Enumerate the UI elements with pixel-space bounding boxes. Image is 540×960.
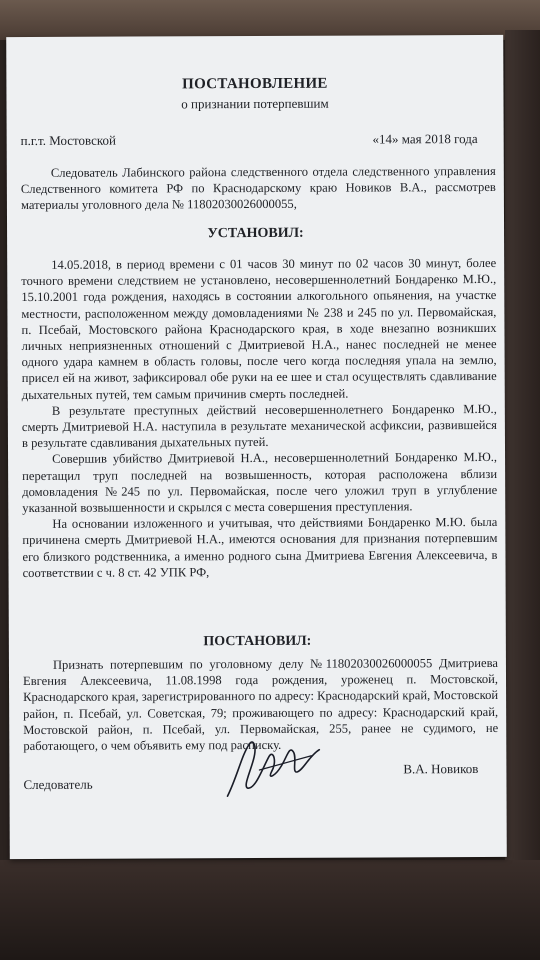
- established-section: [21, 255, 497, 581]
- document-date: «14» мая 2018 года: [372, 131, 478, 147]
- established-paragraph-2: В результате преступных действий несовершеннолетнего Бондаренко М.Ю., смерть Дмитриевой Н.А. наступила в результате механической асфиксии, развившейся в результате сдавливания дыхательных путей.: [21, 401, 497, 451]
- established-paragraph-4: На основании изложенного и учитывая, что действиями Бондаренко М.Ю. была причинена смерть Дмитриевой Н.А., имеются основания для признания потерпевшим его близкого родственника, а именно родного сына Дмитриева Евгения Алексеевича, в соответствии с ч. 8 ст. 42 УПК РФ,: [22, 515, 498, 580]
- signer-role: Следователь: [23, 776, 93, 793]
- document-place: п.г.т. Мостовской: [20, 132, 117, 149]
- document-title: ПОСТАНОВЛЕНИЕ: [182, 75, 328, 93]
- background-top: [0, 0, 540, 40]
- established-paragraph-1: 14.05.2018, в период времени с 01 часов 30 минут по 02 часов 30 минут, более точного времени следствием не установлено, несовершеннолетний Бондаренко М.Ю., 15.10.2001 года рождения, находясь в состоянии алкогольного опьянения, на участке местности, расположенном между домовладениями № 238 и 245 по ул. Первомайская, п. Псебай, Мостовского района Краснодарского края, в ходе внезапно возникших личных неприязненных отношений с Дмитриевой Н.А., нанес последней не менее одного удара камнем в область головы, после чего когда последняя упала на землю, присел ей на живот, зафиксировал обе руки на ее шее и стал осуществлять сдавливание дыхательных путей, тем самым причинив смерть последней.: [21, 255, 497, 402]
- document-page: [6, 35, 507, 859]
- intro-paragraph: [21, 163, 496, 214]
- heading-established: УСТАНОВИЛ:: [207, 225, 304, 242]
- background-bottom: [0, 860, 540, 960]
- established-paragraph-3: Совершив убийство Дмитриевой Н.А., несовершеннолетний Бондаренко М.Ю., перетащил труп последней на возвышенность, которая расположена вблизи домовладения №245 по ул. Первомайская, после чего уложил труп в углубление указанной возвышенности и скрылся с места совершения преступления.: [22, 450, 498, 516]
- handwritten-signature: [219, 726, 329, 806]
- background-right: [505, 30, 540, 870]
- resolution-text: Признать потерпевшим по уголовному делу №11802030026000055 Дмитриева Евгения Алексеевича, 11.08.1998 года рождения, уроженец п. Мостовской, Краснодарского края, зарегистрированного по адресу: Краснодарский край, Мостовской район, п. Псебай, ул. Советская, 79; проживающего по адресу: Краснодарский край, Мостовской район, п. Псебай, ул. Первомайская, 255, ранее не судимого, не работающего, о чем объявить ему под расписку.: [22, 655, 499, 754]
- heading-resolved: ПОСТАНОВИЛ:: [203, 633, 312, 650]
- document-subtitle: о признании потерпевшим: [181, 95, 329, 112]
- signer-name: В.А. Новиков: [403, 761, 479, 777]
- intro-text: Следователь Лабинского района следственного отдела следственного управления Следственного комитета РФ по Краснодарскому краю Новиков В.А., рассмотрев материалы уголовного дела № 11802030026000055,: [20, 163, 496, 213]
